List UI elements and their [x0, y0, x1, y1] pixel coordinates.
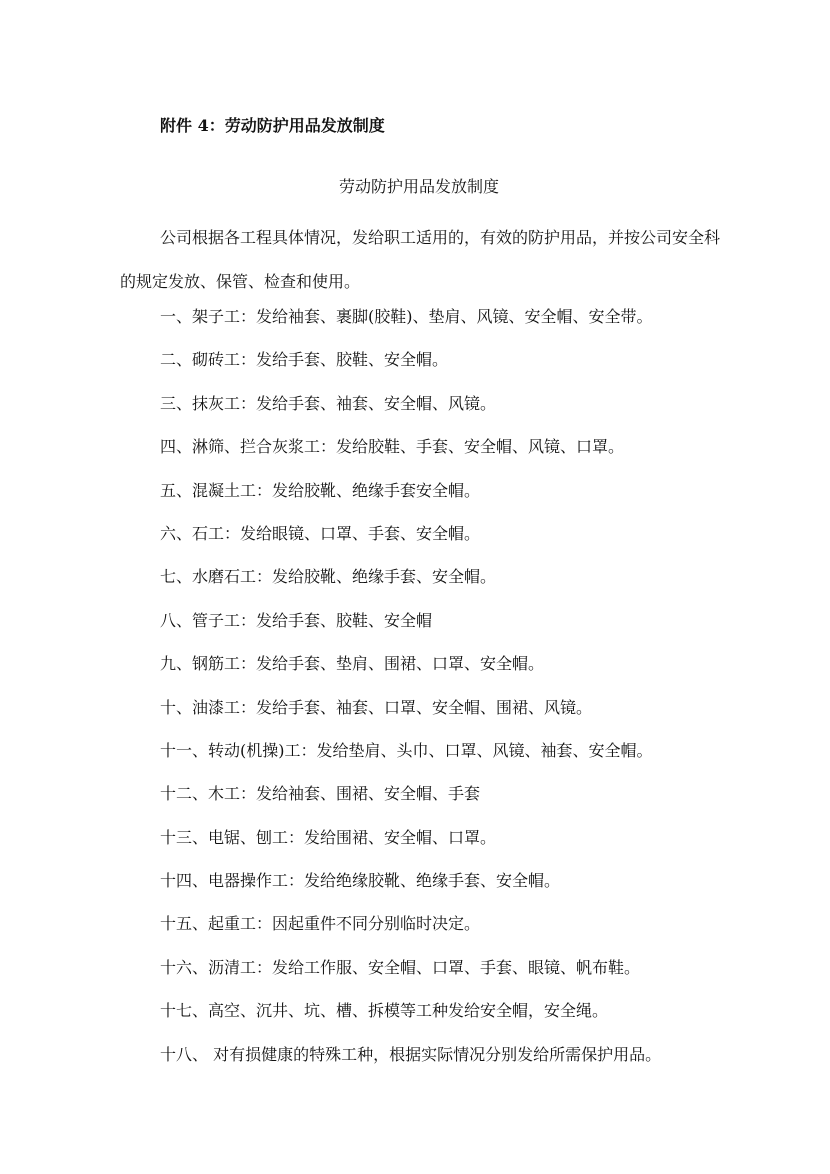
rule-item: 四、淋筛、拦合灰浆工：发给胶鞋、手套、安全帽、风镜、口罩。 [160, 437, 625, 457]
attachment-title: 附件 4：劳动防护用品发放制度 [160, 116, 385, 135]
rule-item: 十二、木工：发给袖套、围裙、安全帽、手套 [160, 784, 481, 804]
intro-paragraph: 公司根据各工程具体情况，发给职工适用的，有效的防护用品，并按公司安全科的规定发放、保管、检查和使用。 [120, 228, 721, 291]
rule-item: 二、砌砖工：发给手套、胶鞋、安全帽。 [160, 350, 449, 370]
rule-item: 八、管子工：发给手套、胶鞋、安全帽 [160, 610, 433, 630]
rule-item: 七、水磨石工：发给胶靴、绝缘手套、安全帽。 [160, 567, 497, 587]
rule-item: 十、油漆工：发给手套、袖套、口罩、安全帽、围裙、风镜。 [160, 697, 593, 717]
rule-item: 五、混凝土工：发给胶靴、绝缘手套安全帽。 [160, 480, 481, 500]
rule-item: 十六、沥清工：发给工作服、安全帽、口罩、手套、眼镜、帆布鞋。 [160, 957, 641, 977]
rule-item: 十八、 对有损健康的特殊工种，根据实际情况分别发给所需保护用品。 [160, 1044, 662, 1064]
rule-item: 十五、起重工：因起重件不同分别临时决定。 [160, 914, 481, 934]
rule-item: 六、石工：发给眼镜、口罩、手套、安全帽。 [160, 523, 481, 543]
rule-item: 十四、电器操作工：发给绝缘胶靴、绝缘手套、安全帽。 [160, 871, 561, 891]
rule-item: 十一、转动(机操)工：发给垫肩、头巾、口罩、风镜、袖套、安全帽。 [160, 740, 653, 760]
rule-item: 九、钢筋工：发给手套、垫肩、围裙、口罩、安全帽。 [160, 654, 545, 674]
rule-item: 一、架子工：发给袖套、裹脚(胶鞋)、垫肩、风镜、安全帽、安全带。 [160, 307, 653, 326]
document-title: 劳动防护用品发放制度 [338, 177, 499, 196]
rule-item: 十七、高空、沉井、坑、槽、拆模等工种发给安全帽，安全绳。 [160, 1001, 609, 1021]
rule-item: 三、抹灰工：发给手套、袖套、安全帽、风镜。 [160, 393, 497, 413]
rule-item: 十三、电锯、刨工：发给围裙、安全帽、口罩。 [160, 827, 497, 847]
rules-list [160, 303, 661, 1084]
